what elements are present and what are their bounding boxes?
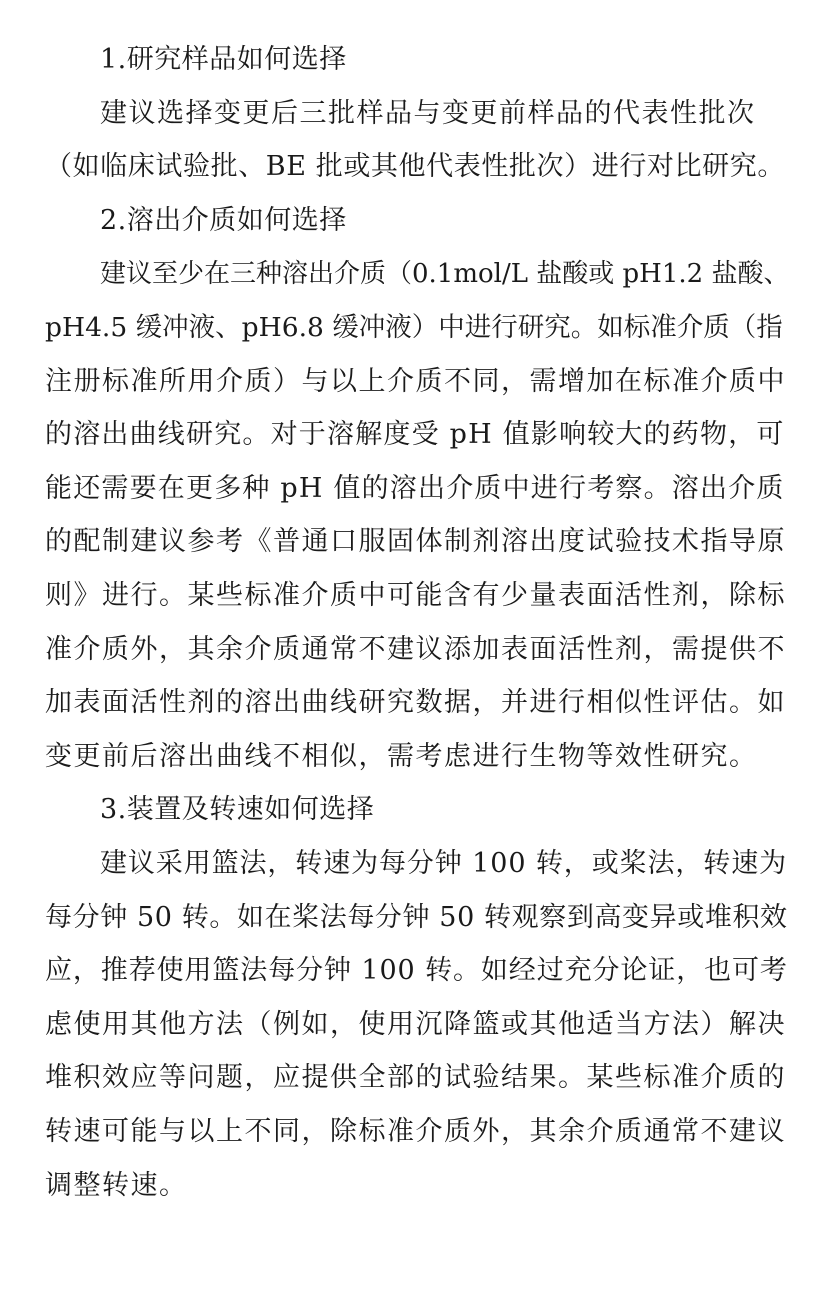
paragraph-line: 堆积效应等问题，应提供全部的试验结果。某些标准介质的: [45, 1062, 786, 1093]
paragraph-line: 的配制建议参考《普通口服固体制剂溶出度试验技术指导原: [45, 526, 786, 557]
paragraph-line: 转速可能与以上不同，除标准介质外，其余介质通常不建议: [45, 1116, 786, 1147]
paragraph-line: 调整转速。: [45, 1170, 188, 1201]
paragraph-line: 加表面活性剂的溶出曲线研究数据，并进行相似性评估。如: [45, 687, 786, 718]
paragraph-line: （如临床试验批、BE 批或其他代表性批次）进行对比研究。: [45, 151, 785, 182]
paragraph-line: 能还需要在更多种 pH 值的溶出介质中进行考察。溶出介质: [45, 473, 785, 504]
section-heading: 2.溶出介质如何选择: [100, 205, 347, 236]
paragraph-line: 准介质外，其余介质通常不建议添加表面活性剂，需提供不: [45, 634, 786, 665]
paragraph-line: 建议采用篮法，转速为每分钟 100 转，或桨法，转速为: [100, 848, 787, 879]
section-heading: 1.研究样品如何选择: [100, 44, 347, 75]
paragraph-line: 变更前后溶出曲线不相似，需考虑进行生物等效性研究。: [45, 741, 758, 772]
paragraph-line: 应，推荐使用篮法每分钟 100 转。如经过充分论证，也可考: [45, 955, 788, 986]
paragraph-line: 虑使用其他方法（例如，使用沉降篮或其他适当方法）解决: [45, 1009, 786, 1040]
paragraph-line: pH4.5 缓冲液、pH6.8 缓冲液）中进行研究。如标准介质（指: [45, 312, 783, 343]
paragraph-line: 建议至少在三种溶出介质（0.1mol/L 盐酸或 pH1.2 盐酸、: [100, 259, 790, 289]
paragraph-line: 注册标准所用介质）与以上介质不同，需增加在标准介质中: [45, 366, 786, 397]
paragraph-line: 的溶出曲线研究。对于溶解度受 pH 值影响较大的药物，可: [45, 419, 785, 450]
paragraph-line: 则》进行。某些标准介质中可能含有少量表面活性剂，除标: [45, 580, 786, 611]
paragraph-line: 建议选择变更后三批样品与变更前样品的代表性批次: [100, 98, 756, 129]
section-heading: 3.装置及转速如何选择: [100, 794, 375, 825]
paragraph-line: 每分钟 50 转。如在桨法每分钟 50 转观察到高变异或堆积效: [45, 902, 788, 933]
